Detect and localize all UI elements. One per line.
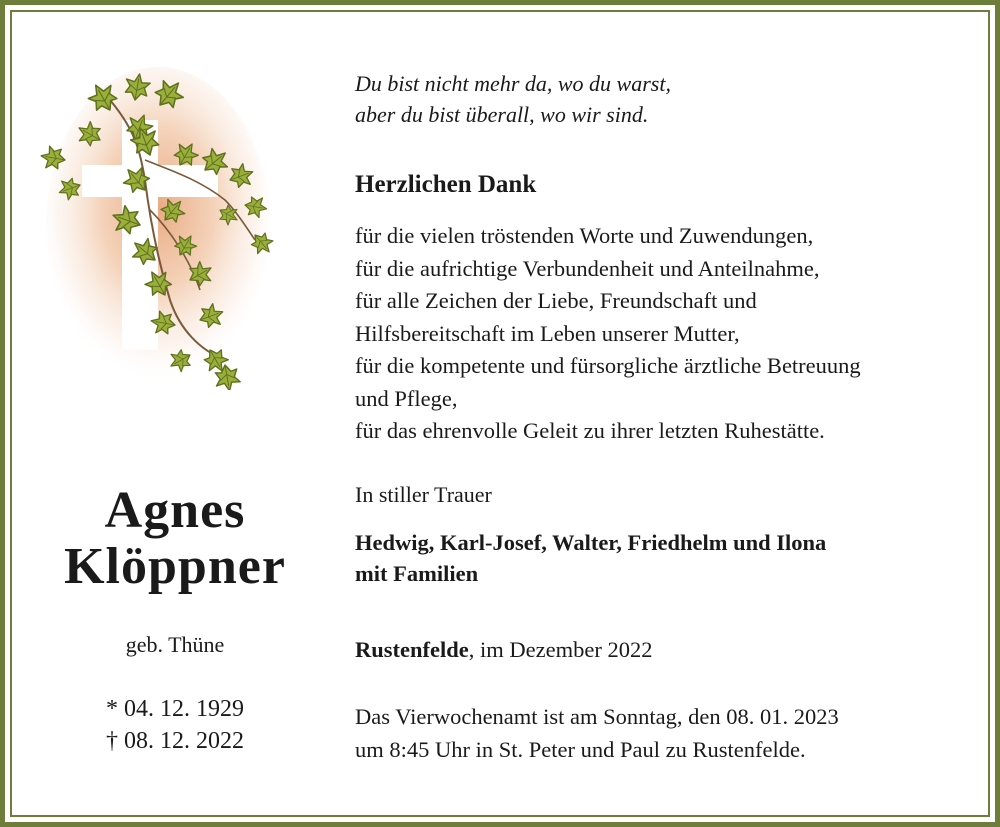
life-dates bbox=[30, 693, 320, 757]
thanks-line: Hilfsbereitschaft im Leben unserer Mutter, bbox=[355, 320, 740, 346]
place-date-text: , im Dezember 2022 bbox=[468, 637, 653, 662]
thanks-line: für das ehrenvolle Geleit zu ihrer letzten Ruhestätte. bbox=[355, 418, 825, 443]
family-line: Hedwig, Karl-Josef, Walter, Friedhelm und Ilona bbox=[355, 530, 827, 555]
place-town: Rustenfelde bbox=[355, 637, 469, 662]
deceased-last-name: Klöppner bbox=[64, 538, 286, 595]
maiden-name: geb. Thüne bbox=[125, 632, 225, 657]
deceased-name bbox=[30, 483, 320, 595]
thanks-line: für die kompetente und fürsorgliche ärztliche Betreuung bbox=[355, 353, 861, 378]
mourning-intro: In stiller Trauer bbox=[355, 482, 492, 507]
thanks-text bbox=[355, 220, 975, 448]
cross-with-ivy-icon bbox=[40, 60, 280, 390]
birth-date: * 04. 12. 1929 bbox=[106, 696, 244, 722]
service-notice bbox=[355, 700, 975, 766]
service-line: um 8:45 Uhr in St. Peter und Paul zu Rustenfelde. bbox=[355, 737, 806, 762]
thanks-line: für alle Zeichen der Liebe, Freundschaft und bbox=[355, 288, 757, 313]
quote-line: aber du bist überall, wo wir sind. bbox=[355, 102, 649, 127]
place-date bbox=[355, 636, 975, 664]
family-names bbox=[355, 527, 975, 589]
death-date: † 08. 12. 2022 bbox=[106, 728, 244, 754]
family-line: mit Familien bbox=[355, 561, 479, 586]
thanks-line: und Pflege, bbox=[355, 385, 458, 411]
deceased-first-name: Agnes bbox=[104, 482, 246, 539]
quote-line: Du bist nicht mehr da, wo du warst, bbox=[355, 71, 671, 96]
thanks-heading: Herzlichen Dank bbox=[355, 171, 537, 198]
quote bbox=[355, 68, 975, 130]
thanks-line: für die vielen tröstenden Worte und Zuwendungen, bbox=[355, 223, 814, 248]
service-line: Das Vierwochenamt ist am Sonntag, den 08. 01. 2023 bbox=[355, 704, 839, 729]
thanks-line: für die aufrichtige Verbundenheit und Anteilnahme, bbox=[355, 255, 820, 281]
